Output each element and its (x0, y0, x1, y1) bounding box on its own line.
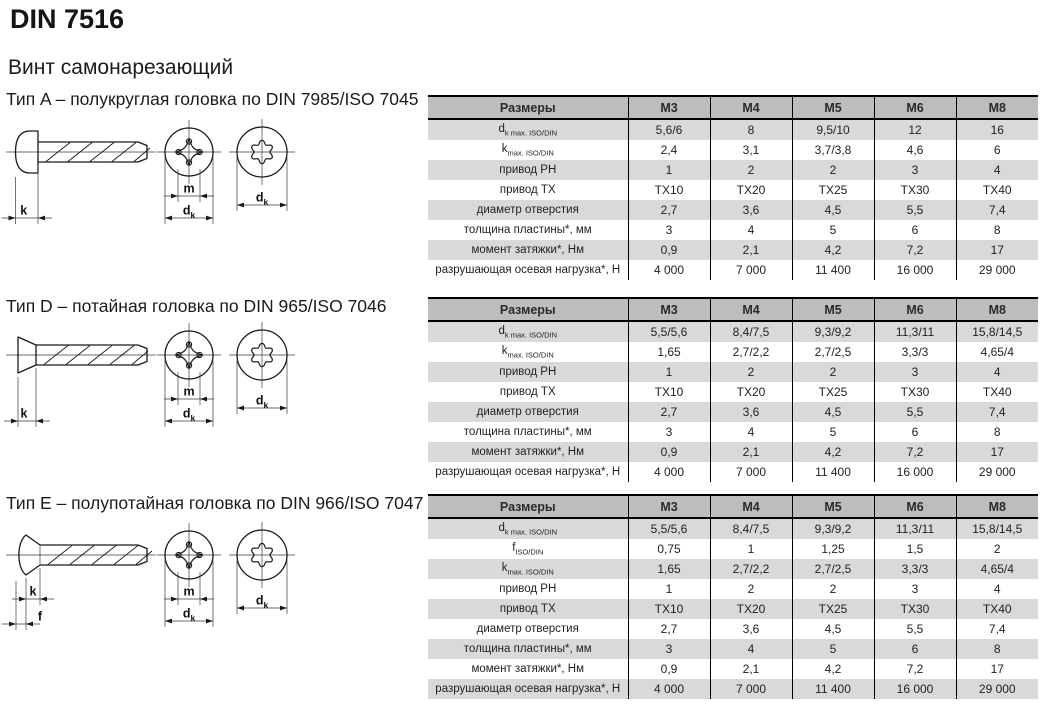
row-label-subscript: ISO/DIN (515, 547, 544, 557)
value-cell: 2,7 (628, 200, 710, 220)
value-cell: 12 (874, 119, 956, 140)
value-cell: 4 (956, 362, 1038, 382)
table-row (428, 539, 1038, 559)
column-header: M4 (710, 298, 792, 321)
value-cell: 11 400 (792, 260, 874, 280)
value-cell: 3,7/3,8 (792, 140, 874, 160)
value-cell: TX20 (710, 382, 792, 402)
value-cell: 1 (628, 579, 710, 599)
value-cell: 16 (956, 119, 1038, 140)
value-cell: 2,7 (628, 402, 710, 422)
value-cell: 4,5 (792, 402, 874, 422)
svg-text:m: m (183, 384, 195, 399)
row-label: $d_{k max. ISO/DIN}$ (428, 321, 628, 342)
dimensions-table-type-a (428, 95, 1038, 280)
value-cell: 15,8/14,5 (956, 518, 1038, 539)
value-cell: 7 000 (710, 462, 792, 482)
column-header: M8 (956, 96, 1038, 119)
value-cell: 1,65 (628, 559, 710, 579)
value-cell: 11,3/11 (874, 321, 956, 342)
value-cell: TX25 (792, 382, 874, 402)
value-cell: 5,5 (874, 200, 956, 220)
table-row (428, 260, 1038, 280)
column-header: M6 (874, 298, 956, 321)
column-header: M8 (956, 298, 1038, 321)
value-cell: 2,7/2,5 (792, 342, 874, 362)
torx-recess-view (229, 522, 295, 614)
value-cell: 7,4 (956, 402, 1038, 422)
row-label-subscript: k max. ISO/DIN (504, 330, 557, 340)
column-header: M4 (710, 96, 792, 119)
value-cell: TX30 (874, 382, 956, 402)
table-row (428, 220, 1038, 240)
value-cell: TX30 (874, 180, 956, 200)
value-cell: 0,9 (628, 442, 710, 462)
value-cell: 1,65 (628, 342, 710, 362)
value-cell: 9,5/10 (792, 119, 874, 140)
value-cell: 7,4 (956, 200, 1038, 220)
value-cell: TX20 (710, 180, 792, 200)
column-header: M3 (628, 495, 710, 518)
table-row (428, 579, 1038, 599)
value-cell: 7,2 (874, 240, 956, 260)
screw-side-view (2, 535, 156, 630)
value-cell: 7,2 (874, 442, 956, 462)
row-label: $k_{max. ISO/DIN}$ (501, 344, 554, 360)
value-cell: 2 (792, 160, 874, 180)
screw-side-view (2, 131, 157, 224)
table-row (428, 619, 1038, 639)
svg-text:dk: $d_k$ (182, 406, 196, 423)
value-cell: 7 000 (710, 260, 792, 280)
row-label: диаметр отверстия (476, 623, 579, 635)
row-label: толщина пластины*, мм (428, 639, 628, 659)
column-header: M5 (792, 495, 874, 518)
table-row (428, 559, 1038, 579)
table-row (428, 518, 1038, 539)
value-cell: 8 (956, 422, 1038, 442)
value-cell: TX40 (956, 382, 1038, 402)
row-label: разрушающая осевая нагрузка*, Н (435, 264, 621, 276)
column-header: M6 (874, 96, 956, 119)
row-label: диаметр отверстия (428, 402, 628, 422)
value-cell: 17 (956, 442, 1038, 462)
table-row (428, 679, 1038, 699)
value-cell: 4,5 (792, 619, 874, 639)
value-cell: 4 (956, 160, 1038, 180)
phillips-recess-view (157, 120, 221, 224)
value-cell: 5,6/6 (628, 119, 710, 140)
row-label: диаметр отверстия (428, 200, 628, 220)
value-cell: 17 (956, 240, 1038, 260)
value-cell: 4 (710, 220, 792, 240)
value-cell: 2 (710, 579, 792, 599)
value-cell: 8 (710, 119, 792, 140)
row-label: $k_{max. ISO/DIN}$ (501, 142, 554, 158)
value-cell: 2 (710, 160, 792, 180)
svg-text:m: m (183, 181, 195, 196)
value-cell: 8 (956, 639, 1038, 659)
value-cell: 4,5 (792, 200, 874, 220)
value-cell: 3,6 (710, 619, 792, 639)
value-cell: TX25 (792, 599, 874, 619)
row-label: толщина пластины*, мм (463, 426, 592, 438)
value-cell: 7,4 (956, 619, 1038, 639)
table-row (428, 342, 1038, 362)
value-cell: TX30 (874, 599, 956, 619)
row-label: толщина пластины*, мм (463, 224, 592, 236)
row-label-subscript: k max. ISO/DIN (504, 128, 557, 138)
table-row (428, 422, 1038, 442)
page-title: DIN 7516 (10, 4, 125, 34)
table-header-row (428, 495, 1038, 518)
value-cell: 16 000 (874, 679, 956, 699)
svg-text:dk: $d_k$ (255, 393, 269, 410)
column-header: Размеры (428, 495, 628, 518)
table-header-row (428, 298, 1038, 321)
column-header: M3 (628, 96, 710, 119)
row-label: разрушающая осевая нагрузка*, Н (435, 466, 621, 478)
column-header: M6 (874, 495, 956, 518)
value-cell: 8,4/7,5 (710, 321, 792, 342)
value-cell: 4 000 (628, 679, 710, 699)
table-row (428, 362, 1038, 382)
value-cell: 1 (710, 539, 792, 559)
table-header-row (428, 96, 1038, 119)
value-cell: 0,9 (628, 240, 710, 260)
dimensions-table-type-e (428, 494, 1038, 699)
value-cell: TX25 (792, 180, 874, 200)
value-cell: 5,5 (874, 619, 956, 639)
table-row (428, 599, 1038, 619)
value-cell: 3,1 (710, 140, 792, 160)
value-cell: 3,6 (710, 200, 792, 220)
table-row (428, 119, 1038, 140)
value-cell: 15,8/14,5 (956, 321, 1038, 342)
value-cell: 1,5 (874, 539, 956, 559)
dimensions-table-type-d (428, 297, 1038, 482)
svg-text:dk: $d_k$ (255, 593, 269, 610)
svg-text:dk: $d_k$ (182, 203, 196, 220)
row-label: момент затяжки*, Нм (428, 442, 628, 462)
technical-drawing-type-e (0, 512, 320, 662)
value-cell: 4,2 (792, 442, 874, 462)
value-cell: 6 (874, 220, 956, 240)
column-header: Размеры (428, 96, 628, 119)
value-cell: TX10 (628, 180, 710, 200)
value-cell: 2,7 (628, 619, 710, 639)
value-cell: 2,7/2,2 (710, 342, 792, 362)
value-cell: 4 (710, 422, 792, 442)
svg-text:m: m (183, 584, 195, 599)
screw-side-view (4, 337, 156, 427)
value-cell: 3 (874, 362, 956, 382)
value-cell: 2 (956, 539, 1038, 559)
phillips-recess-view (157, 323, 221, 427)
svg-text:k: k (20, 203, 28, 218)
value-cell: TX20 (710, 599, 792, 619)
value-cell: 3 (628, 220, 710, 240)
value-cell: 5 (792, 422, 874, 442)
value-cell: 3,3/3 (874, 559, 956, 579)
column-header: M5 (792, 96, 874, 119)
row-label: момент затяжки*, Нм (471, 663, 585, 675)
row-label: привод TX (499, 386, 556, 398)
svg-text:f: f (37, 609, 43, 624)
section-heading-type-e: Тип E – полупотайная головка по DIN 966/ISO 7047 (6, 493, 424, 513)
value-cell: 11 400 (792, 679, 874, 699)
table-row (428, 659, 1038, 679)
table-row (428, 200, 1038, 220)
value-cell: 2,4 (628, 140, 710, 160)
value-cell: 7,2 (874, 659, 956, 679)
row-label: $f_{ISO/DIN}$ (512, 541, 544, 557)
value-cell: 16 000 (874, 462, 956, 482)
table-row (428, 140, 1038, 160)
value-cell: 6 (874, 422, 956, 442)
value-cell: 2,7/2,5 (792, 559, 874, 579)
value-cell: 5,5/5,6 (628, 518, 710, 539)
value-cell: 17 (956, 659, 1038, 679)
row-label-subscript: max. ISO/DIN (507, 148, 554, 158)
value-cell: 4,6 (874, 140, 956, 160)
value-cell: 11,3/11 (874, 518, 956, 539)
value-cell: 5 (792, 639, 874, 659)
row-label: момент затяжки*, Нм (428, 240, 628, 260)
value-cell: 2 (792, 579, 874, 599)
value-cell: 2,1 (710, 442, 792, 462)
row-label: $k_{max. ISO/DIN}$ (428, 559, 628, 579)
torx-recess-view (229, 119, 295, 211)
row-label: разрушающая осевая нагрузка*, Н (428, 679, 628, 699)
value-cell: 1 (628, 362, 710, 382)
value-cell: 4,2 (792, 659, 874, 679)
table-row (428, 639, 1038, 659)
value-cell: 6 (874, 639, 956, 659)
value-cell: 5 (792, 220, 874, 240)
value-cell: 2 (710, 362, 792, 382)
value-cell: 4 (956, 579, 1038, 599)
column-header: M5 (792, 298, 874, 321)
row-label-subscript: max. ISO/DIN (507, 350, 554, 360)
value-cell: 5,5/5,6 (628, 321, 710, 342)
column-header: Размеры (428, 298, 628, 321)
svg-text:dk: $d_k$ (255, 190, 269, 207)
column-header: M3 (628, 298, 710, 321)
value-cell: 16 000 (874, 260, 956, 280)
table-row (428, 321, 1038, 342)
value-cell: 3 (628, 422, 710, 442)
value-cell: 4,65/4 (956, 342, 1038, 362)
section-heading-type-d: Тип D – потайная головка по DIN 965/ISO 7046 (6, 296, 387, 316)
page-subtitle: Винт самонарезающий (8, 56, 234, 79)
row-label: привод TX (428, 599, 628, 619)
value-cell: 29 000 (956, 679, 1038, 699)
row-label: привод PH (499, 583, 557, 595)
table-row (428, 402, 1038, 422)
technical-drawing-type-d (0, 318, 320, 450)
value-cell: 5,5 (874, 402, 956, 422)
value-cell: 3,6 (710, 402, 792, 422)
value-cell: 6 (956, 140, 1038, 160)
column-header: M8 (956, 495, 1038, 518)
value-cell: TX40 (956, 599, 1038, 619)
row-label: привод PH (428, 160, 628, 180)
technical-drawing-type-a (0, 108, 320, 258)
value-cell: 4,65/4 (956, 559, 1038, 579)
row-label: привод PH (428, 362, 628, 382)
value-cell: 1 (628, 160, 710, 180)
value-cell: 29 000 (956, 462, 1038, 482)
value-cell: 4 000 (628, 260, 710, 280)
row-label-subscript: k max. ISO/DIN (504, 527, 557, 537)
phillips-recess-view (157, 523, 221, 627)
value-cell: 4 000 (628, 462, 710, 482)
value-cell: 3 (874, 579, 956, 599)
row-label: $d_{k max. ISO/DIN}$ (428, 119, 628, 140)
value-cell: 9,3/9,2 (792, 518, 874, 539)
table-row (428, 382, 1038, 402)
svg-text:dk: $d_k$ (182, 606, 196, 623)
row-label: $d_{k max. ISO/DIN}$ (428, 518, 628, 539)
row-label: привод TX (499, 184, 556, 196)
svg-text:k: k (20, 406, 28, 421)
value-cell: TX10 (628, 599, 710, 619)
value-cell: 9,3/9,2 (792, 321, 874, 342)
table-row (428, 180, 1038, 200)
row-label-subscript: max. ISO/DIN (507, 567, 554, 577)
column-header: M4 (710, 495, 792, 518)
value-cell: 11 400 (792, 462, 874, 482)
value-cell: 2,7/2,2 (710, 559, 792, 579)
table-row (428, 442, 1038, 462)
value-cell: 2 (792, 362, 874, 382)
value-cell: 1,25 (792, 539, 874, 559)
value-cell: 29 000 (956, 260, 1038, 280)
value-cell: TX40 (956, 180, 1038, 200)
value-cell: 4 (710, 639, 792, 659)
value-cell: 2,1 (710, 240, 792, 260)
section-heading-type-a: Тип A – полукруглая головка по DIN 7985/ISO 7045 (6, 89, 419, 109)
value-cell: 8 (956, 220, 1038, 240)
table-row (428, 462, 1038, 482)
value-cell: 8,4/7,5 (710, 518, 792, 539)
value-cell: 7 000 (710, 679, 792, 699)
table-row (428, 240, 1038, 260)
table-row (428, 160, 1038, 180)
value-cell: 3 (628, 639, 710, 659)
value-cell: 0,9 (628, 659, 710, 679)
value-cell: TX10 (628, 382, 710, 402)
value-cell: 3 (874, 160, 956, 180)
value-cell: 0,75 (628, 539, 710, 559)
value-cell: 2,1 (710, 659, 792, 679)
value-cell: 4,2 (792, 240, 874, 260)
torx-recess-view (229, 322, 295, 414)
svg-text:k: k (29, 584, 37, 599)
value-cell: 3,3/3 (874, 342, 956, 362)
